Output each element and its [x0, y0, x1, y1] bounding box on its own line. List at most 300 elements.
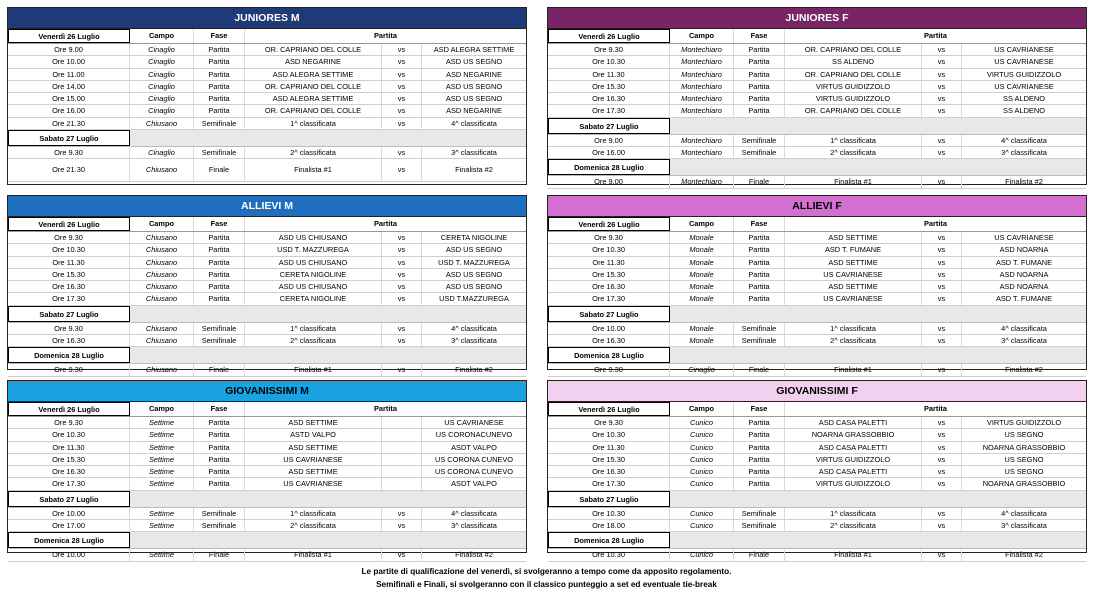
match-row [8, 147, 526, 159]
match-vs: vs [922, 417, 962, 428]
match-row [8, 44, 526, 56]
match-row [548, 105, 1086, 117]
panel-title: JUNIORES F [548, 8, 1086, 29]
match-phase: Partita [734, 417, 785, 428]
match-time: Ore 9.00 [548, 135, 670, 146]
match-time: Ore 21.30 [8, 159, 130, 181]
match-time: Ore 10.30 [548, 244, 670, 255]
match-team-home: US CAVRIANESE [245, 454, 382, 465]
match-time: Ore 16.30 [8, 281, 130, 292]
match-time: Ore 16.30 [8, 335, 130, 346]
match-row [8, 508, 526, 520]
match-field: Settime [130, 454, 194, 465]
match-vs: vs [382, 105, 422, 116]
match-vs: vs [382, 118, 422, 129]
match-row [548, 56, 1086, 68]
match-team-away: ASD T. FUMANE [995, 257, 1053, 267]
match-vs [382, 466, 422, 477]
day-row-fill [670, 532, 1086, 548]
match-row [548, 466, 1086, 478]
match-team-home: ASD ALEGRA SETTIME [245, 69, 382, 80]
match-time: Ore 11.30 [548, 69, 670, 80]
match-phase: Semifinale [734, 323, 785, 334]
match-row [8, 520, 526, 532]
match-field: Cinaglio [130, 105, 194, 116]
match-team-home: OR. CAPRIANO DEL COLLE [245, 44, 382, 55]
match-field: Settime [130, 508, 194, 519]
match-team-away: 4^ classificata [1001, 323, 1047, 333]
match-team-away: 4^ classificata [451, 323, 497, 333]
match-row [8, 232, 526, 244]
match-time: Ore 16.30 [548, 335, 670, 346]
match-field: Settime [130, 429, 194, 440]
match-vs [382, 429, 422, 440]
match-time: Ore 10.30 [8, 429, 130, 440]
match-team-away: US CORONA CUNEVO [434, 467, 514, 477]
match-team-home: 2^ classificata [785, 147, 922, 158]
day-row-fill [130, 532, 526, 548]
match-team-away: CERETA NIGOLINE [440, 233, 508, 242]
day-row [548, 491, 1086, 508]
match-vs: vs [382, 335, 422, 346]
match-team-away: 4^ classificata [1001, 135, 1047, 145]
match-phase: Partita [194, 244, 245, 255]
match-row [548, 508, 1086, 520]
match-time: Ore 10.30 [548, 56, 670, 67]
header-campo: Campo [670, 217, 734, 231]
match-team-away: NOARNA GRASSOBBIO [982, 442, 1066, 452]
match-field: Cinaglio [130, 69, 194, 80]
match-time: Ore 10.30 [548, 429, 670, 440]
match-row [548, 293, 1086, 305]
day-row-fill [670, 118, 1086, 134]
match-row [548, 176, 1086, 188]
match-vs: vs [922, 56, 962, 67]
match-phase: Partita [734, 281, 785, 292]
panel-juniores-m [7, 7, 527, 185]
match-team-home: 2^ classificata [245, 520, 382, 531]
match-row [8, 69, 526, 81]
match-team-away: ASDT VALPO [451, 442, 497, 452]
table-header [8, 402, 526, 417]
day-row [8, 306, 526, 323]
match-vs: vs [382, 549, 422, 560]
match-team-away: ASD US SEGNO [445, 269, 503, 279]
match-row [8, 118, 526, 130]
match-vs: vs [382, 93, 422, 104]
match-phase: Partita [734, 56, 785, 67]
panel-allievi-f [547, 195, 1087, 375]
day-label: Sabato 27 Luglio [8, 130, 130, 146]
match-phase: Partita [734, 93, 785, 104]
match-phase: Partita [194, 442, 245, 453]
match-row [8, 323, 526, 335]
match-vs: vs [922, 147, 962, 158]
match-phase: Finale [734, 176, 785, 187]
panel-title: ALLIEVI M [8, 196, 526, 217]
match-team-home: Finalista #1 [245, 549, 382, 560]
match-team-away: ASD NOARNA [999, 282, 1049, 292]
match-vs: vs [382, 232, 422, 243]
match-field: Chiusano [130, 269, 194, 280]
day-row [8, 532, 526, 549]
match-row [548, 478, 1086, 490]
match-team-away: US CAVRIANESE [994, 45, 1054, 54]
match-row [548, 44, 1086, 56]
match-row [8, 105, 526, 117]
match-team-home: ASD CASA PALETTI [785, 466, 922, 477]
match-field: Montechiaro [670, 69, 734, 80]
day-label: Venerdì 26 Luglio [548, 402, 670, 416]
header-partita: Partita [923, 31, 947, 40]
match-vs: vs [922, 81, 962, 92]
match-vs: vs [922, 232, 962, 243]
match-vs: vs [382, 508, 422, 519]
match-vs: vs [922, 69, 962, 80]
match-phase: Finale [194, 364, 245, 375]
match-field: Settime [130, 549, 194, 560]
match-team-away: 4^ classificata [451, 118, 497, 128]
panel-giovanissimi-m [7, 380, 527, 560]
match-team-home: US CAVRIANESE [785, 269, 922, 280]
match-row [548, 147, 1086, 159]
match-field: Monale [670, 244, 734, 255]
day-label: Sabato 27 Luglio [8, 491, 130, 507]
match-row [8, 257, 526, 269]
match-time: Ore 17.30 [548, 478, 670, 489]
match-vs: vs [922, 135, 962, 146]
match-row [548, 69, 1086, 81]
match-vs: vs [922, 549, 962, 560]
match-team-home: 2^ classificata [785, 520, 922, 531]
match-team-home: 2^ classificata [785, 335, 922, 346]
match-field: Monale [670, 269, 734, 280]
match-vs: vs [922, 244, 962, 255]
match-field: Settime [130, 466, 194, 477]
match-team-away: Finalista #2 [455, 165, 493, 175]
match-time: Ore 17.00 [8, 520, 130, 531]
match-team-home: Finalista #1 [245, 159, 382, 181]
match-time: Ore 15.30 [8, 269, 130, 280]
match-phase: Partita [734, 244, 785, 255]
match-team-home: OR. CAPRIANO DEL COLLE [245, 105, 382, 116]
match-vs: vs [922, 520, 962, 531]
match-time: Ore 9.30 [548, 417, 670, 428]
match-phase: Partita [194, 429, 245, 440]
match-team-away: ASD US SEGNO [445, 94, 503, 104]
match-team-away: USD T. MAZZUREGA [438, 257, 510, 267]
match-team-away: ASD US SEGNO [445, 245, 503, 255]
day-label: Domenica 28 Luglio [548, 347, 670, 363]
match-row [548, 323, 1086, 335]
match-vs: vs [922, 429, 962, 440]
match-phase: Partita [734, 442, 785, 453]
match-team-away: VIRTUS GUIDIZZOLO [986, 418, 1062, 427]
day-label: Sabato 27 Luglio [548, 491, 670, 507]
match-vs: vs [382, 56, 422, 67]
match-row [548, 93, 1086, 105]
header-partita: Partita [373, 404, 397, 413]
header-fase: Fase [194, 402, 245, 416]
match-phase: Partita [734, 293, 785, 304]
match-phase: Partita [734, 269, 785, 280]
match-team-home: CERETA NIGOLINE [245, 293, 382, 304]
table-header [548, 217, 1086, 232]
match-field: Monale [670, 335, 734, 346]
match-field: Cinaglio [130, 93, 194, 104]
match-field: Settime [130, 520, 194, 531]
match-vs: vs [922, 281, 962, 292]
match-phase: Partita [734, 69, 785, 80]
match-field: Cinaglio [130, 44, 194, 55]
match-team-home: ASD US CHIUSANO [245, 232, 382, 243]
match-team-home: 1^ classificata [785, 508, 922, 519]
match-team-away: 3^ classificata [451, 148, 497, 158]
match-team-home: 1^ classificata [245, 508, 382, 519]
match-row [548, 257, 1086, 269]
match-row [8, 478, 526, 490]
match-time: Ore 9.30 [548, 44, 670, 55]
match-time: Ore 10.00 [8, 508, 130, 519]
panel-juniores-f [547, 7, 1087, 185]
match-team-home: VIRTUS GUIDIZZOLO [785, 93, 922, 104]
match-field: Settime [130, 417, 194, 428]
day-label: Sabato 27 Luglio [548, 306, 670, 322]
match-phase: Semifinale [194, 520, 245, 531]
match-team-away: ASD NOARNA [999, 269, 1049, 279]
match-phase: Partita [734, 44, 785, 55]
panel-giovanissimi-f [547, 380, 1087, 560]
match-field: Cunico [670, 520, 734, 531]
match-row [8, 454, 526, 466]
match-team-away: US SEGNO [1004, 454, 1044, 464]
match-time: Ore 16.30 [548, 93, 670, 104]
match-phase: Semifinale [194, 323, 245, 334]
match-phase: Partita [734, 232, 785, 243]
match-vs: vs [382, 244, 422, 255]
match-time: Ore 10.00 [548, 323, 670, 334]
match-team-home: 1^ classificata [785, 135, 922, 146]
header-campo: Campo [130, 217, 194, 231]
panel-title: ALLIEVI F [548, 196, 1086, 217]
match-vs: vs [922, 105, 962, 116]
match-team-away: US CAVRIANESE [444, 418, 504, 427]
match-team-home: 1^ classificata [245, 323, 382, 334]
match-team-away: Finalista #2 [455, 365, 493, 375]
header-campo: Campo [670, 29, 734, 43]
match-vs: vs [382, 364, 422, 375]
header-fase: Fase [734, 29, 785, 43]
panel-allievi-m [7, 195, 527, 375]
panel-title: GIOVANISSIMI F [548, 381, 1086, 402]
day-label: Sabato 27 Luglio [548, 118, 670, 134]
match-team-home: US CAVRIANESE [245, 478, 382, 489]
match-team-away: ASD US SEGNO [445, 57, 503, 67]
match-field: Monale [670, 257, 734, 268]
match-row [8, 417, 526, 429]
match-time: Ore 10.30 [548, 549, 670, 560]
match-field: Cunico [670, 478, 734, 489]
match-time: Ore 16.00 [548, 147, 670, 158]
day-row-fill [670, 306, 1086, 322]
match-vs: vs [922, 269, 962, 280]
match-team-away: ASD NEGARINE [446, 69, 502, 79]
match-team-home: VIRTUS GUIDIZZOLO [785, 478, 922, 489]
match-phase: Semifinale [734, 520, 785, 531]
match-phase: Partita [194, 257, 245, 268]
match-time: Ore 16.00 [8, 105, 130, 116]
match-phase: Semifinale [734, 147, 785, 158]
match-team-away: ASD NOARNA [999, 245, 1049, 255]
match-team-home: Finalista #1 [785, 176, 922, 187]
match-phase: Partita [734, 478, 785, 489]
match-field: Settime [130, 442, 194, 453]
match-team-away: US SEGNO [1004, 430, 1044, 440]
match-time: Ore 15.30 [8, 454, 130, 465]
day-row [548, 347, 1086, 364]
match-team-home: Finalista #1 [785, 364, 922, 375]
match-team-away: 4^ classificata [1001, 508, 1047, 518]
match-phase: Partita [194, 269, 245, 280]
match-time: Ore 9.30 [8, 147, 130, 158]
match-team-home: NOARNA GRASSOBBIO [785, 429, 922, 440]
match-vs: vs [922, 44, 962, 55]
header-partita: Partita [923, 219, 947, 228]
match-time: Ore 9.30 [548, 232, 670, 243]
table-header [548, 29, 1086, 44]
day-row-fill [130, 306, 526, 322]
match-time: Ore 16.30 [8, 466, 130, 477]
match-vs: vs [922, 257, 962, 268]
match-phase: Partita [194, 81, 245, 92]
match-row [548, 232, 1086, 244]
match-field: Chiusano [130, 232, 194, 243]
header-fase: Fase [194, 217, 245, 231]
match-row [8, 335, 526, 347]
match-team-home: 2^ classificata [245, 147, 382, 158]
day-label: Domenica 28 Luglio [548, 159, 670, 175]
match-team-home: ASD SETTIME [785, 281, 922, 292]
match-field: Cunico [670, 549, 734, 560]
match-team-home: ASD SETTIME [785, 232, 922, 243]
match-team-home: VIRTUS GUIDIZZOLO [785, 454, 922, 465]
match-time: Ore 17.30 [8, 478, 130, 489]
match-time: Ore 15.00 [8, 93, 130, 104]
match-phase: Semifinale [734, 508, 785, 519]
match-team-home: ASD ALEGRA SETTIME [245, 93, 382, 104]
match-row [8, 56, 526, 68]
day-label: Venerdì 26 Luglio [8, 217, 130, 231]
match-phase: Partita [194, 105, 245, 116]
match-time: Ore 17.30 [8, 293, 130, 304]
match-team-home: ASD SETTIME [245, 417, 382, 428]
match-team-away: SS ALDENO [1003, 106, 1045, 116]
match-team-away: 3^ classificata [1001, 521, 1047, 531]
match-field: Cinaglio [130, 81, 194, 92]
match-vs: vs [922, 478, 962, 489]
day-row [8, 130, 526, 147]
match-team-home: USD T. MAZZUREGA [245, 244, 382, 255]
match-time: Ore 11.30 [548, 257, 670, 268]
match-field: Cunico [670, 454, 734, 465]
match-vs: vs [382, 281, 422, 292]
match-field: Montechiaro [670, 105, 734, 116]
match-vs: vs [922, 293, 962, 304]
match-row [8, 281, 526, 293]
day-row-fill [670, 159, 1086, 175]
match-row [548, 244, 1086, 256]
match-team-away: ASD T. FUMANE [995, 294, 1053, 304]
header-campo: Campo [670, 402, 734, 416]
match-time: Ore 18.00 [548, 520, 670, 531]
match-vs: vs [922, 466, 962, 477]
match-phase: Partita [734, 105, 785, 116]
match-phase: Partita [194, 56, 245, 67]
match-team-home: ASD US CHIUSANO [245, 281, 382, 292]
match-field: Montechiaro [670, 56, 734, 67]
header-fase: Fase [734, 217, 785, 231]
match-field: Chiusano [130, 335, 194, 346]
match-vs: vs [382, 69, 422, 80]
match-team-away: VIRTUS GUIDIZZOLO [986, 69, 1062, 79]
match-field: Monale [670, 281, 734, 292]
match-vs: vs [922, 508, 962, 519]
match-team-away: ASD US SEGNO [445, 282, 503, 292]
match-team-away: US CAVRIANESE [994, 57, 1054, 67]
day-row [548, 118, 1086, 135]
header-partita: Partita [373, 31, 397, 40]
match-vs: vs [382, 269, 422, 280]
match-field: Settime [130, 478, 194, 489]
match-team-home: OR. CAPRIANO DEL COLLE [785, 44, 922, 55]
match-team-home: CERETA NIGOLINE [245, 269, 382, 280]
match-field: Chiusano [130, 364, 194, 375]
match-field: Chiusano [130, 257, 194, 268]
match-vs: vs [382, 293, 422, 304]
day-row [8, 347, 526, 364]
match-time: Ore 10.00 [8, 56, 130, 67]
match-phase: Semifinale [734, 335, 785, 346]
match-team-home: US CAVRIANESE [785, 293, 922, 304]
match-row [8, 93, 526, 105]
day-row [548, 159, 1086, 176]
day-row-fill [670, 347, 1086, 363]
match-vs: vs [922, 335, 962, 346]
match-vs: vs [382, 44, 422, 55]
day-row [548, 532, 1086, 549]
table-header [548, 402, 1086, 417]
match-time: Ore 10.30 [548, 508, 670, 519]
day-row [8, 491, 526, 508]
match-team-away: Finalista #2 [1005, 365, 1043, 375]
day-label: Domenica 28 Luglio [8, 532, 130, 548]
match-row [548, 281, 1086, 293]
header-partita: Partita [373, 219, 397, 228]
match-phase: Partita [194, 417, 245, 428]
match-row [548, 81, 1086, 93]
match-phase: Partita [194, 478, 245, 489]
match-team-away: ASDT VALPO [451, 479, 497, 489]
match-vs [382, 442, 422, 453]
match-field: Montechiaro [670, 44, 734, 55]
day-row-fill [130, 130, 526, 146]
match-field: Cunico [670, 442, 734, 453]
day-label: Venerdì 26 Luglio [548, 217, 670, 231]
match-field: Chiusano [130, 293, 194, 304]
match-row [8, 442, 526, 454]
match-team-away: Finalista #2 [1005, 550, 1043, 560]
match-team-home: ASD US CHIUSANO [245, 257, 382, 268]
